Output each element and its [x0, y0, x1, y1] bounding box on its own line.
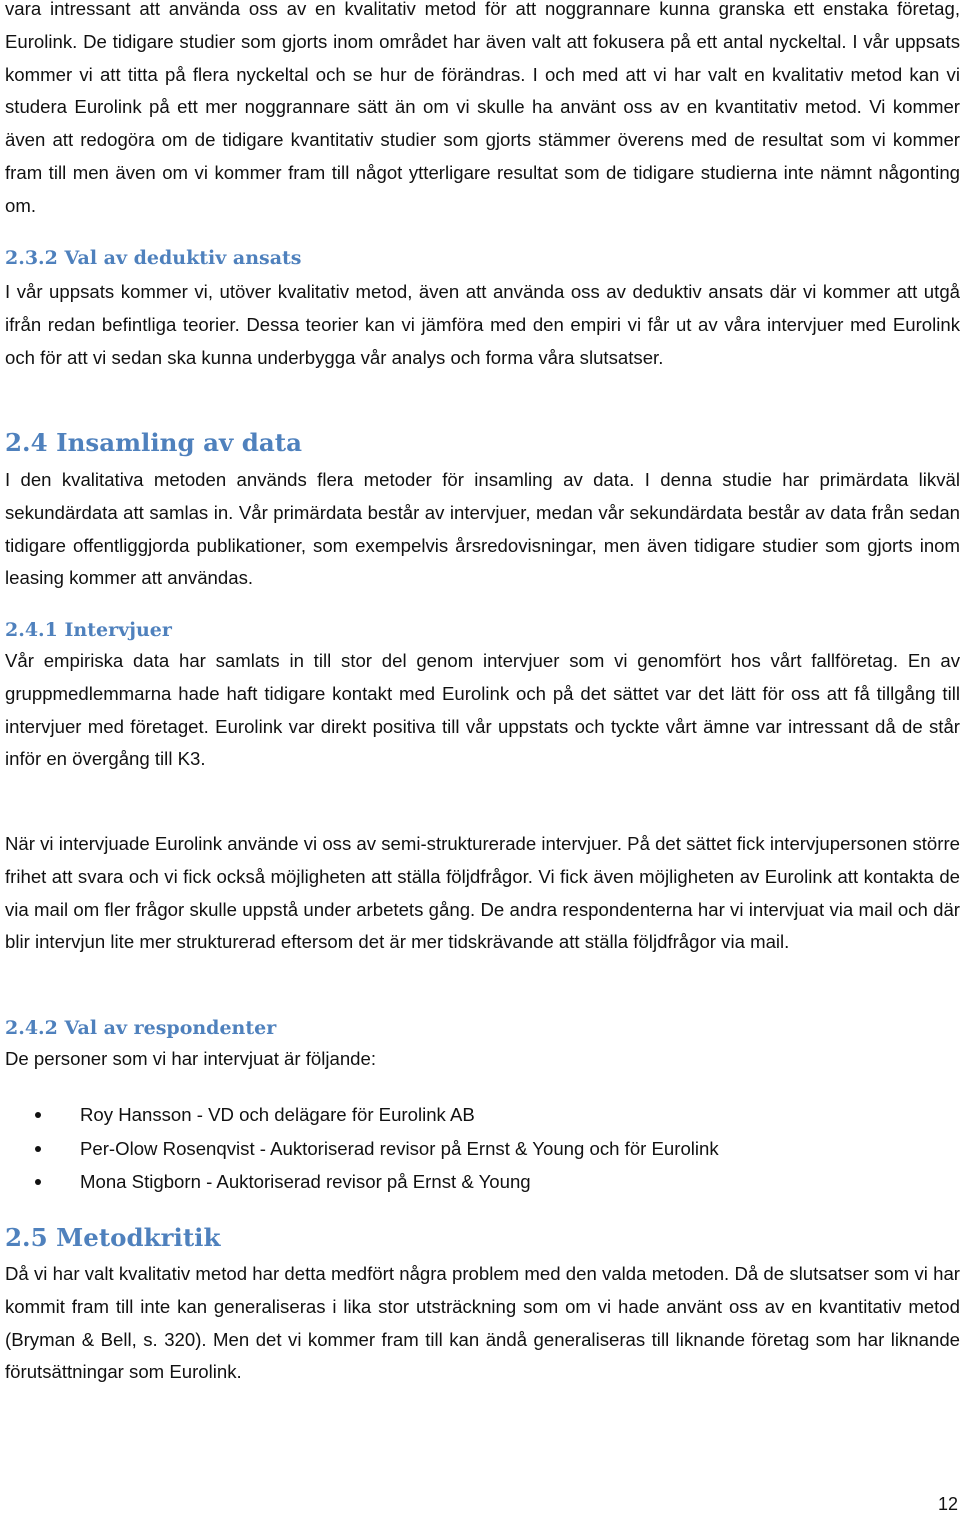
respondent-list-block: [5, 1098, 960, 1199]
paragraph-metodkritik: Då vi har valt kvalitativ metod har detta medfört några problem med den valda metoden. Då de slutsatser som vi har kommit fram till inte kan generaliseras i lika stor utsträckning som om vi hade använt oss av en kvantitativ metod (Bryman & Bell, s. 320). Men det vi kommer fram till kan ändå generaliseras till liknande företag som har liknande förutsättningar som Eurolink.: [5, 1263, 960, 1383]
section-2-4-1-body-a: [5, 645, 960, 776]
paragraph-intervjuer-1: Vår empiriska data har samlats in till stor del genom intervjuer som vi genomfört hos vårt fallföretag. En av gruppmedlemmarna hade haft tidigare kontakt med Eurolink och på det sättet var det lätt för oss att få tillgång till intervjuer med företaget. Eurolink var direkt positiva till vår uppstats och tyckte vårt ämne var intressant då de står inför en övergång till K3.: [5, 650, 960, 770]
section-2-5: [5, 1223, 960, 1253]
list-item: [5, 1132, 960, 1166]
respondent-name: Roy Hansson - VD och delägare för Eurolink AB: [80, 1104, 475, 1125]
paragraph-insamling: I den kvalitativa metoden används flera metoder för insamling av data. I denna studie har primärdata likväl sekundärdata att samlas in. Vår primärdata består av intervjuer, medan vår sekundärdata består av data från sedan tidigare offentliggjorda publikationer, som exempelvis årsredovisningar, men även tidigare studier som gjorts inom leasing kommer att användas.: [5, 469, 960, 589]
section-2-5-body: [5, 1258, 960, 1389]
page-number: 12: [937, 1494, 958, 1514]
paragraph-respondenter: De personer som vi har intervjuat är följande:: [5, 1048, 377, 1069]
intro-paragraph: vara intressant att använda oss av en kvalitativ metod för att noggrannare kunna granska ett enstaka företag, Eurolink. De tidigare studier som gjorts inom området har även valt att fokusera på ett antal nyckeltal. I vår uppsats kommer vi att titta på flera nyckeltal och se hur de förändras. I och med att vi har valt en kvalitativ metod kan vi studera Eurolink på ett mer noggrannare sätt än om vi skulle ha använt oss av en kvantitativ metod. Vi kommer även att redogöra om de tidigare kvantitativ studier som gjorts stämmer överens med de resultat som vi kommer fram till men även om vi kommer fram till något ytterligare resultat som de tidigare studierna inte nämnt någonting om.: [5, 0, 960, 216]
heading-2-5: 2.5 Metodkritik: [5, 1223, 221, 1252]
bullet-icon: [35, 1112, 41, 1118]
respondent-name: Per-Olow Rosenqvist - Auktoriserad revisor på Ernst & Young och för Eurolink: [80, 1137, 719, 1159]
paragraph-deduktiv-ansats: I vår uppsats kommer vi, utöver kvalitativ metod, även att använda oss av deduktiv ansats där vi kommer att utgå ifrån redan befintliga teorier. Dessa teorier kan vi jämföra med den empiri vi får ut av våra intervjuer med Eurolink och för att vi sedan ska kunna underbygga vår analys och forma våra slutsatser.: [5, 281, 960, 368]
bullet-icon: [35, 1179, 41, 1185]
heading-2-4-1: 2.4.1 Intervjuer: [5, 619, 172, 641]
section-2-4-body: [5, 464, 960, 595]
list-item: [5, 1098, 960, 1132]
section-2-4: [5, 428, 960, 458]
bullet-icon: [35, 1146, 41, 1152]
intro-paragraph-block: [5, 0, 960, 223]
respondent-name: Mona Stigborn - Auktoriserad revisor på Ernst & Young: [80, 1171, 531, 1192]
heading-2-3-2: 2.3.2 Val av deduktiv ansats: [5, 247, 302, 269]
section-2-4-1-body-b: [5, 828, 960, 959]
section-2-3-2: [5, 246, 960, 270]
heading-2-4: 2.4 Insamling av data: [5, 428, 302, 457]
list-item: [5, 1165, 960, 1199]
section-2-3-2-body: [5, 276, 960, 374]
heading-2-4-2: 2.4.2 Val av respondenter: [5, 1017, 277, 1039]
paragraph-intervjuer-2: När vi intervjuade Eurolink använde vi oss av semi-strukturerade intervjuer. På det sättet fick intervjupersonen större frihet att svara och vi fick också möjligheten att ställa följdfrågor. Vi fick även möjligheten av Eurolink att kontakta de via mail om fler frågor skulle uppstå under arbetets gång. De andra respondenterna har vi intervjuat via mail och där blir intervjun lite mer strukturerad eftersom det är mer tidskrävande att ställa följdfrågor via mail.: [5, 833, 960, 953]
respondent-list: [5, 1098, 960, 1199]
document-page: [5, 0, 960, 1514]
section-2-4-1: [5, 618, 960, 642]
section-2-4-2-body: [5, 1043, 960, 1076]
section-2-4-2: [5, 1016, 960, 1040]
